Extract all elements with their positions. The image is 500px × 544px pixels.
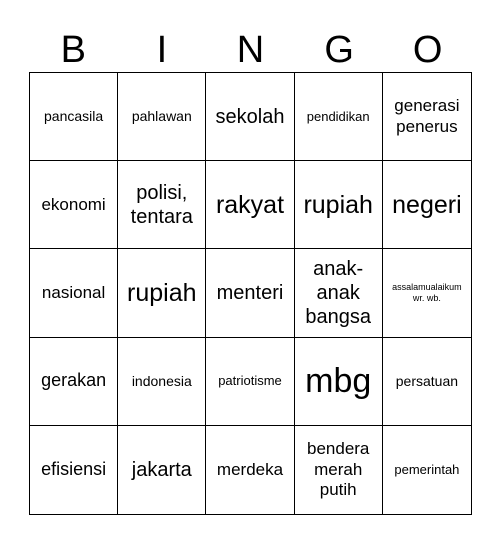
- cell-label: gerakan: [41, 370, 107, 391]
- cell-label: rakyat: [215, 190, 285, 219]
- bingo-cell[interactable]: [30, 249, 118, 337]
- cell-label: bendera merah putih: [307, 439, 370, 500]
- bingo-cell[interactable]: [206, 426, 294, 514]
- bingo-cell[interactable]: [118, 426, 206, 514]
- bingo-cell[interactable]: [295, 161, 383, 249]
- bingo-cell[interactable]: [30, 338, 118, 426]
- bingo-cell[interactable]: [30, 426, 118, 514]
- bingo-cell[interactable]: [295, 426, 383, 514]
- cell-label: persatuan: [395, 372, 459, 389]
- cell-label: rupiah: [127, 278, 197, 307]
- bingo-cell[interactable]: [30, 161, 118, 249]
- bingo-cell[interactable]: [118, 161, 206, 249]
- cell-label: jakarta: [131, 458, 192, 481]
- cell-label: negeri: [392, 190, 462, 219]
- bingo-cell[interactable]: [383, 249, 471, 337]
- cell-label: sekolah: [215, 105, 285, 128]
- cell-label: ekonomi: [41, 194, 106, 214]
- cell-label: anak-anak bangsa: [305, 257, 371, 328]
- cell-label: mbg: [305, 361, 372, 400]
- bingo-cell[interactable]: [206, 249, 294, 337]
- header-letter-o: O: [412, 29, 443, 71]
- bingo-cell[interactable]: [383, 338, 471, 426]
- bingo-cell[interactable]: [383, 426, 471, 514]
- header-letter-n: N: [236, 29, 265, 71]
- cell-label: polisi, tentara: [130, 181, 193, 228]
- bingo-cell[interactable]: [206, 338, 294, 426]
- cell-label: nasional: [41, 282, 106, 302]
- cell-label: pancasila: [44, 108, 104, 125]
- header-letter-i: I: [156, 29, 168, 71]
- bingo-cell[interactable]: [383, 73, 471, 161]
- bingo-cell[interactable]: [383, 161, 471, 249]
- cell-label: pendidikan: [306, 108, 370, 124]
- bingo-board: [29, 72, 472, 515]
- cell-label: pahlawan: [131, 108, 192, 125]
- cell-label: rupiah: [303, 190, 373, 219]
- bingo-cell[interactable]: [30, 73, 118, 161]
- bingo-cell[interactable]: [295, 249, 383, 337]
- cell-label: assalamualaikum wr. wb.: [392, 282, 462, 303]
- bingo-cell[interactable]: [118, 73, 206, 161]
- cell-label: menteri: [216, 281, 284, 304]
- bingo-header: [29, 28, 472, 72]
- bingo-cell[interactable]: [206, 161, 294, 249]
- bingo-cell[interactable]: [295, 338, 383, 426]
- cell-label: indonesia: [131, 372, 192, 389]
- cell-label: efisiensi: [41, 459, 107, 480]
- bingo-cell[interactable]: [118, 249, 206, 337]
- bingo-cell[interactable]: [295, 73, 383, 161]
- cell-label: generasi penerus: [394, 96, 460, 136]
- cell-label: pemerintah: [394, 462, 460, 478]
- bingo-cell[interactable]: [206, 73, 294, 161]
- header-letter-b: B: [60, 29, 86, 71]
- header-letter-g: G: [324, 29, 354, 71]
- cell-label: patriotisme: [218, 373, 282, 389]
- bingo-cell[interactable]: [118, 338, 206, 426]
- cell-label: merdeka: [216, 459, 284, 479]
